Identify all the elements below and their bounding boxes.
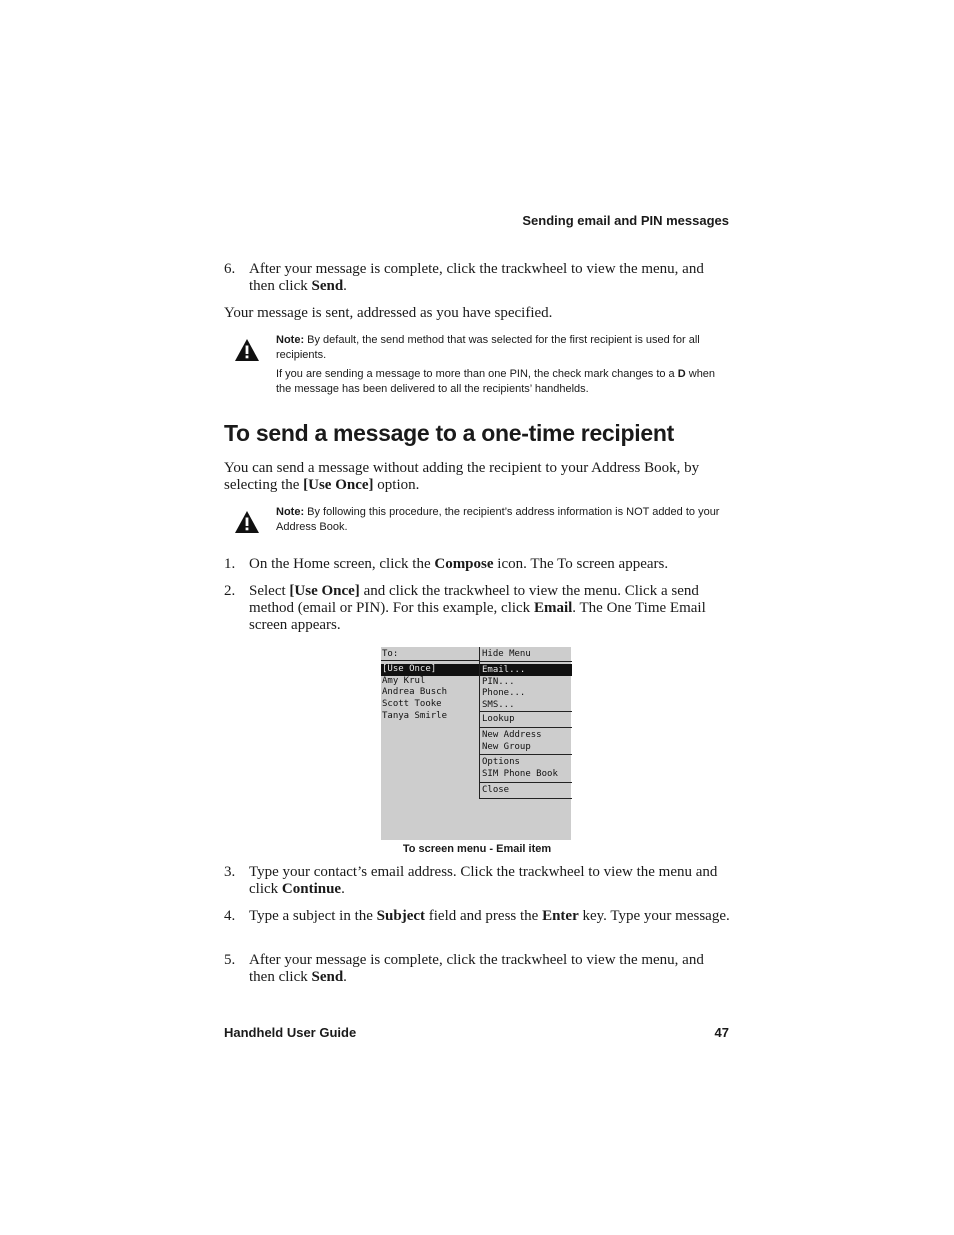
- note-1: [224, 333, 730, 397]
- step-number: 3.: [224, 864, 236, 880]
- step-6: [224, 261, 730, 295]
- intro-paragraph: [224, 460, 730, 494]
- contact-item[interactable]: Andrea Busch: [382, 687, 448, 698]
- page-number: 47: [714, 1025, 729, 1040]
- step-2: [224, 583, 730, 634]
- note-text-2b: D: [677, 368, 686, 380]
- menu-divider: [480, 711, 572, 712]
- figure-caption: To screen menu - Email item: [402, 843, 552, 855]
- menu-item-new-address[interactable]: New Address: [482, 730, 542, 740]
- intro-bold: [Use Once]: [303, 477, 374, 493]
- step-text: Type a subject in the: [249, 908, 377, 924]
- sent-paragraph: Your message is sent, addressed as you have specified.: [224, 305, 553, 321]
- section-heading: To send a message to a one-time recipient: [224, 420, 674, 446]
- step-text-end: .: [341, 881, 345, 897]
- step-bold-2: Enter: [542, 908, 579, 924]
- step-text: Type your contact’s email address. Click the trackwheel to view the menu and click: [249, 864, 718, 897]
- step-3: [224, 864, 730, 898]
- step-bold: Send: [311, 969, 344, 985]
- step-bold: Continue: [281, 881, 342, 897]
- step-bold: Send: [311, 278, 344, 294]
- menu-item-options[interactable]: Options: [482, 757, 520, 767]
- menu-divider: [480, 754, 572, 755]
- note-text: By following this procedure, the recipient’s address information is NOT added to your Address Book.: [276, 506, 720, 533]
- step-number: 2.: [224, 583, 236, 599]
- step-4: [224, 908, 730, 925]
- note-label: Note:: [276, 334, 305, 346]
- step-text: Select: [249, 583, 290, 599]
- step-bold: Subject: [376, 908, 426, 924]
- note-label: Note:: [276, 506, 305, 518]
- step-text-end: key. Type your message.: [578, 908, 730, 924]
- step-bold: Compose: [434, 556, 494, 572]
- step-number: 1.: [224, 556, 236, 572]
- note-text-2c: when the message has been delivered to all the recipients’ handhelds.: [276, 368, 716, 395]
- menu-item-hide-menu[interactable]: Hide Menu: [482, 649, 531, 659]
- menu-item-sms[interactable]: SMS...: [482, 700, 515, 710]
- step-text-end: .: [343, 969, 347, 985]
- contact-item[interactable]: Scott Tooke: [382, 699, 442, 710]
- menu-item-close[interactable]: Close: [482, 785, 510, 795]
- step-number: 4.: [224, 908, 236, 924]
- menu-item-lookup[interactable]: Lookup: [482, 714, 515, 724]
- step-text-mid: field and press the: [425, 908, 543, 924]
- note-text: By default, the send method that was selected for the first recipient is used for all recipients.: [276, 334, 700, 361]
- menu-item-new-group[interactable]: New Group: [482, 742, 531, 752]
- menu-item-phone[interactable]: Phone...: [482, 688, 526, 698]
- step-1: [224, 556, 730, 573]
- step-bold: [Use Once]: [289, 583, 360, 599]
- step-text-end: .: [343, 278, 347, 294]
- step-text: On the Home screen, click the: [249, 556, 435, 572]
- step-5: [224, 952, 730, 986]
- note-2: [224, 505, 730, 535]
- to-screen-menu-screenshot: [381, 647, 571, 840]
- menu-bottom-border: [480, 798, 572, 799]
- menu-item-pin[interactable]: PIN...: [482, 677, 515, 687]
- to-label: To:: [382, 649, 399, 659]
- warning-icon: [235, 511, 259, 533]
- menu-divider: [480, 727, 572, 728]
- contact-use-once[interactable]: [Use Once]: [381, 664, 479, 676]
- popup-menu: [479, 647, 572, 799]
- step-text-mid: and click the trackwheel to view the menu. Click a send method (email or PIN). For this example, click: [249, 583, 699, 616]
- step-number: 5.: [224, 952, 236, 968]
- step-bold-2: Email: [533, 600, 573, 616]
- menu-item-email[interactable]: Email...: [480, 664, 572, 676]
- step-text-end: icon. The To screen appears.: [493, 556, 669, 572]
- footer-title: Handheld User Guide: [224, 1025, 357, 1040]
- contact-item[interactable]: Tanya Smirle: [382, 710, 448, 721]
- intro-text-end: option.: [373, 477, 420, 493]
- to-divider: [381, 660, 479, 661]
- step-text-end: . The One Time Email screen appears.: [249, 600, 706, 633]
- warning-icon: [235, 339, 259, 361]
- contact-item[interactable]: Amy Krul: [382, 675, 426, 686]
- running-header: Sending email and PIN messages: [522, 213, 729, 228]
- note-text-2a: If you are sending a message to more than one PIN, the check mark changes to a: [276, 368, 678, 380]
- step-text: After your message is complete, click the trackwheel to view the menu, and then click: [249, 261, 704, 294]
- menu-item-sim-phone-book[interactable]: SIM Phone Book: [482, 769, 558, 779]
- menu-divider: [480, 661, 572, 662]
- intro-text: You can send a message without adding the recipient to your Address Book, by selecting the: [224, 460, 700, 493]
- menu-divider: [480, 782, 572, 783]
- step-number: 6.: [224, 261, 236, 277]
- step-text: After your message is complete, click the trackwheel to view the menu, and then click: [249, 952, 704, 985]
